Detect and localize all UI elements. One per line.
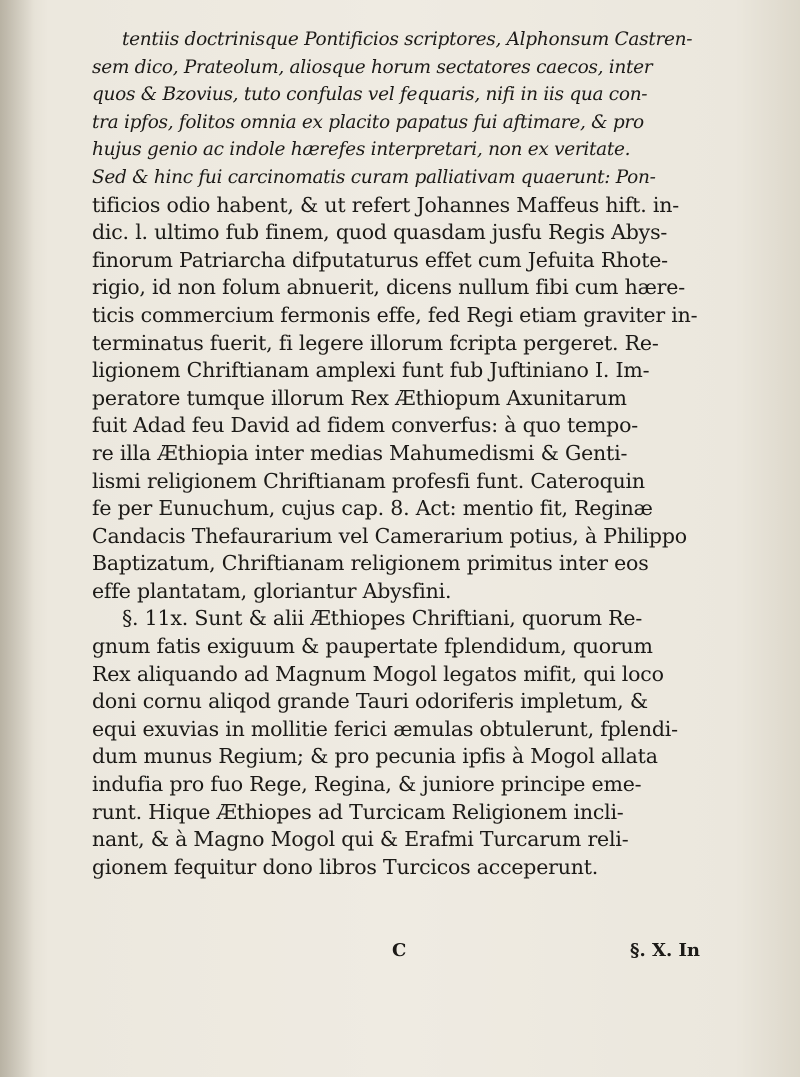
text-line: dum munus Regium; & pro pecunia ipfis à Mogol allata bbox=[92, 744, 658, 769]
text-line: ticis commercium fermonis effe, fed Regi etiam graviter in- bbox=[92, 302, 698, 327]
body-text bbox=[92, 26, 732, 881]
catchword: §. X. In bbox=[630, 940, 700, 961]
text-line: doni cornu aliqod grande Tauri odoriferis impletum, & bbox=[92, 689, 648, 714]
text-line: hujus genio ac indole hærefes interpretari, non ex veritate. bbox=[92, 139, 631, 161]
text-line: Rex aliquando ad Magnum Mogol legatos mifit, qui loco bbox=[92, 661, 664, 686]
text-line: Candacis Thefaurarium vel Camerarium potius, à Philippo bbox=[92, 523, 687, 548]
text-line: Baptizatum, Chriftianam religionem primitus inter eos bbox=[92, 551, 649, 576]
text-line: peratore tumque illorum Rex Æthiopum Axunitarum bbox=[92, 385, 627, 410]
text-line: gnum fatis exiguum & paupertate fplendidum, quorum bbox=[92, 634, 653, 659]
text-line: equi exuvias in mollitie ferici æmulas obtulerunt, fplendi- bbox=[92, 716, 678, 741]
text-line: finorum Patriarcha difputaturus effet cum Jefuita Rhote- bbox=[92, 247, 668, 272]
text-line: indufia pro fuo Rege, Regina, & juniore principe eme- bbox=[92, 772, 642, 797]
text-line: fe per Eunuchum, cujus cap. 8. Act: mentio fit, Reginæ bbox=[92, 496, 653, 521]
text-line: effe plantatam, gloriantur Abysfini. bbox=[92, 578, 452, 603]
signature-mark: C bbox=[392, 940, 407, 961]
text-line: §. 11x. Sunt & alii Æthiopes Chriftiani, quorum Re- bbox=[122, 606, 643, 631]
text-line: dic. l. ultimo fub finem, quod quasdam jusfu Regis Abys- bbox=[92, 220, 668, 245]
page-footer bbox=[92, 940, 732, 968]
text-line: lismi religionem Chriftianam profesfi funt. Cateroquin bbox=[92, 468, 645, 493]
text-line: Sed & hinc fui carcinomatis curam palliativam quaerunt: Pon- bbox=[92, 166, 656, 188]
text-line: re illa Æthiopia inter medias Mahumedismi & Genti- bbox=[92, 440, 628, 465]
text-line: sem dico, Prateolum, aliosque horum sectatores caecos, inter bbox=[92, 56, 653, 78]
text-line: runt. Hique Æthiopes ad Turcicam Religionem incli- bbox=[92, 799, 624, 824]
text-line: fuit Adad feu David ad fidem converfus: à quo tempo- bbox=[92, 413, 638, 438]
spine-shadow bbox=[0, 0, 34, 1077]
text-line: tificios odio habent, & ut refert Johannes Maffeus hift. in- bbox=[92, 192, 679, 217]
text-line: gionem fequitur dono libros Turcicos acceperunt. bbox=[92, 854, 599, 879]
text-line: tentiis doctrinisque Pontificios scriptores, Alphonsum Castren- bbox=[122, 29, 693, 50]
text-line: tra ipfos, folitos omnia ex placito papatus fui aftimare, & pro bbox=[92, 111, 644, 133]
text-line: ligionem Chriftianam amplexi funt fub Juftiniano I. Im- bbox=[92, 358, 650, 383]
text-line: nant, & à Magno Mogol qui & Erafmi Turcarum reli- bbox=[92, 827, 629, 852]
text-line: quos & Bzovius, tuto confulas vel fequaris, nifi in iis qua con- bbox=[92, 84, 648, 106]
text-line: rigio, id non folum abnuerit, dicens nullum fibi cum hære- bbox=[92, 275, 685, 300]
text-line: terminatus fuerit, fi legere illorum fcripta pergeret. Re- bbox=[92, 330, 659, 355]
